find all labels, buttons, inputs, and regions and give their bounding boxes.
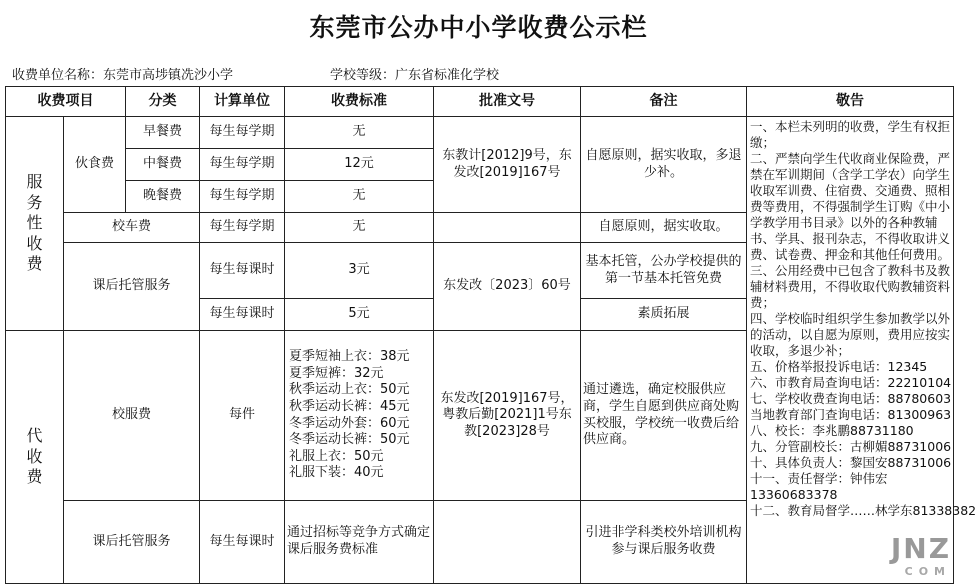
header-unit: 计算单位 <box>200 87 285 117</box>
notice-line: 四、学校临时组织学生参加教学以外的活动，以自愿为原则，费用应按实收取，多退少补； <box>750 311 951 358</box>
uniform-item: 冬季运动长裤：50元 <box>289 432 410 448</box>
notice-line: 六、市教育局查询电话：22210104 <box>750 375 952 390</box>
notice-line: 当地教育部门查询电话：81300963 <box>750 407 952 422</box>
after-school-approval: 东发改〔2023〕60号 <box>434 243 581 331</box>
header-remarks: 备注 <box>581 87 747 117</box>
dinner-label: 晚餐费 <box>126 181 200 213</box>
bus-standard: 无 <box>285 213 434 243</box>
page-title: 东莞市公办中小学收费公示栏 <box>309 13 648 42</box>
meal-fee-label: 伙食费 <box>64 117 126 213</box>
meal-approval: 东教计[2012]9号，东发改[2019]167号 <box>434 117 581 213</box>
bus-approval <box>434 213 581 243</box>
after-school-2-standard: 通过招标等竞争方式确定课后服务费标准 <box>285 501 434 584</box>
uniform-standard <box>285 331 434 501</box>
breakfast-standard: 无 <box>285 117 434 149</box>
uniform-item: 夏季短袖上衣：38元 <box>289 349 410 364</box>
group-agency: 代收费 <box>6 331 64 584</box>
charging-unit: 收费单位名称：东莞市高埗镇冼沙小学 <box>12 68 234 83</box>
uniform-item: 礼服下装：40元 <box>289 465 384 481</box>
watermark-logo: JNZ COM <box>890 532 951 578</box>
uniform-item: 秋季运动长裤：45元 <box>289 398 410 414</box>
notice-line: 一、本栏未列明的收费，学生有权拒缴； <box>750 119 951 150</box>
uniform-item: 冬季运动外套：60元 <box>289 415 410 431</box>
after-school-unit-1: 每生每课时 <box>200 243 285 299</box>
uniform-remark: 通过遴选，确定校服供应商，学生自愿到供应商处购买校服，学校统一收费后给供应商。 <box>581 331 747 501</box>
header-notice: 敬告 <box>747 87 954 117</box>
header-row <box>6 87 954 117</box>
group-service: 服务性收费 <box>6 117 64 331</box>
after-school-remark-1: 基本托管，公办学校提供的第一节基本托管免费 <box>581 243 747 299</box>
uniform-item: 礼服上衣：50元 <box>289 448 384 464</box>
header-item: 收费项目 <box>6 87 126 117</box>
header-category: 分类 <box>126 87 200 117</box>
bus-unit: 每生每学期 <box>200 213 285 243</box>
after-school-unit-2: 每生每课时 <box>200 299 285 331</box>
after-school-remark-2: 素质拓展 <box>581 299 747 331</box>
uniform-item: 秋季运动上衣：50元 <box>289 382 410 398</box>
after-school-2-label: 课后托管服务 <box>64 501 200 584</box>
fee-table <box>5 86 976 584</box>
header-approval: 批准文号 <box>434 87 581 117</box>
notice-list <box>747 117 976 584</box>
uniform-unit: 每件 <box>200 331 285 501</box>
dinner-standard: 无 <box>285 181 434 213</box>
lunch-label: 中餐费 <box>126 149 200 181</box>
notice-line: 二、严禁向学生代收商业保险费，严禁在军训期间（含学工学农）向学生收取军训费、住宿费、交通费、照相费等费用，不得强制学生订购《中小学教学用书目录》以外的各种教辅书、学具、报刊杂志，不得收取讲义费、试卷费、押金和其他任何费用。 <box>750 151 951 262</box>
dinner-unit: 每生每学期 <box>200 181 285 213</box>
uniform-item: 夏季短裤：32元 <box>289 365 384 381</box>
breakfast-label: 早餐费 <box>126 117 200 149</box>
breakfast-unit: 每生每学期 <box>200 117 285 149</box>
header-standard: 收费标准 <box>285 87 434 117</box>
notice-line: 三、公用经费中已包含了教科书及教辅材料费用，不得收取代购教辅资料费； <box>750 263 951 310</box>
after-school-2-remark: 引进非学科类校外培训机构参与课后服务收费 <box>581 501 747 584</box>
notice-line: 八、校长：李兆鹏88731180 <box>750 423 914 438</box>
notice-line: 七、学校收费查询电话：88780603 <box>750 391 952 406</box>
lunch-unit: 每生每学期 <box>200 149 285 181</box>
after-school-standard-1: 3元 <box>285 243 434 299</box>
bus-fee-label: 校车费 <box>64 213 200 243</box>
school-grade: 学校等级：广东省标准化学校 <box>330 68 500 83</box>
after-school-standard-2: 5元 <box>285 299 434 331</box>
notice-line: 九、分管副校长：古柳媚88731006 <box>750 439 952 454</box>
notice-line: 十二、教育局督学……林学东81338382 <box>750 503 976 518</box>
notice-line: 五、价格举报投诉电话：12345 <box>750 359 928 374</box>
table-row <box>6 117 954 149</box>
notice-line: 十、具体负责人：黎国安88731006 <box>750 455 952 470</box>
bus-remark: 自愿原则，据实收取。 <box>581 213 747 243</box>
uniform-approval: 东发改[2019]167号，粤教后勤[2021]1号东教[2023]28号 <box>434 331 581 501</box>
notice-line: 十一、责任督学：钟伟宏13360683378 <box>750 471 888 502</box>
after-school-label: 课后托管服务 <box>64 243 200 331</box>
uniform-fee-label: 校服费 <box>64 331 200 501</box>
after-school-2-approval <box>434 501 581 584</box>
lunch-standard: 12元 <box>285 149 434 181</box>
meal-remark: 自愿原则，据实收取，多退少补。 <box>581 117 747 213</box>
after-school-2-unit: 每生每课时 <box>200 501 285 584</box>
